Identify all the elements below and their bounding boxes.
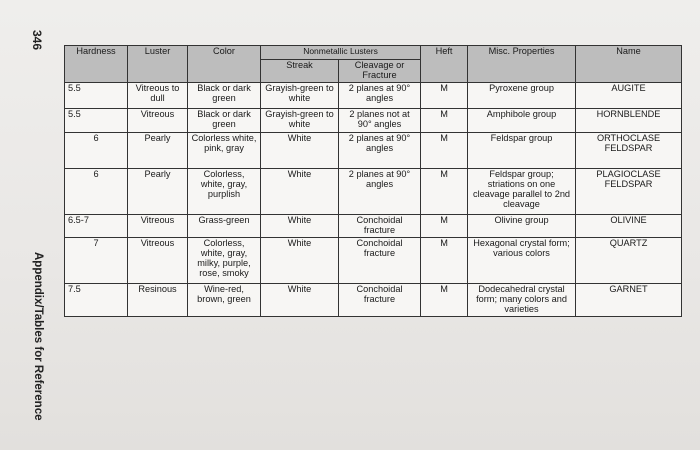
appendix-label: Appendix/Tables for Reference: [32, 252, 44, 421]
cell-name: QUARTZ: [576, 237, 682, 283]
cell-hardness: 7: [65, 237, 128, 283]
cell-heft: M: [421, 283, 468, 316]
cell-misc: Dodecahedral crystal form; many colors and varieties: [468, 283, 576, 316]
cell-hardness: 6: [65, 132, 128, 168]
cell-hardness: 5.5: [65, 108, 128, 132]
cell-name: PLAGIOCLASE FELDSPAR: [576, 168, 682, 214]
nonmetallic-lusters-table: [64, 45, 682, 317]
table-row: [65, 283, 682, 316]
cell-name: HORNBLENDE: [576, 108, 682, 132]
mineral-table-container: [64, 45, 681, 314]
header-luster: Luster: [128, 46, 188, 83]
cell-luster: Pearly: [128, 168, 188, 214]
cell-cleavage: Conchoidal fracture: [339, 237, 421, 283]
cell-cleavage: 2 planes not at 90° angles: [339, 108, 421, 132]
header-heft: Heft: [421, 46, 468, 83]
cell-color: Wine-red, brown, green: [188, 283, 261, 316]
cell-cleavage: Conchoidal fracture: [339, 283, 421, 316]
table-row: [65, 82, 682, 108]
cell-color: Colorless, white, gray, purplish: [188, 168, 261, 214]
cell-color: Black or dark green: [188, 108, 261, 132]
cell-streak: White: [261, 168, 339, 214]
cell-cleavage: 2 planes at 90° angles: [339, 132, 421, 168]
cell-name: AUGITE: [576, 82, 682, 108]
cell-heft: M: [421, 132, 468, 168]
cell-name: OLIVINE: [576, 214, 682, 237]
cell-streak: White: [261, 283, 339, 316]
cell-luster: Resinous: [128, 283, 188, 316]
table-row: [65, 214, 682, 237]
cell-misc: Feldspar group: [468, 132, 576, 168]
cell-hardness: 7.5: [65, 283, 128, 316]
cell-misc: Hexagonal crystal form; various colors: [468, 237, 576, 283]
cell-luster: Vitreous: [128, 237, 188, 283]
header-misc-properties: Misc. Properties: [468, 46, 576, 83]
table-row: [65, 168, 682, 214]
cell-luster: Vitreous: [128, 214, 188, 237]
table-row: [65, 108, 682, 132]
table-row: [65, 237, 682, 283]
header-color: Color: [188, 46, 261, 83]
header-streak: Streak: [261, 60, 339, 83]
cell-luster: Vitreous to dull: [128, 82, 188, 108]
cell-cleavage: 2 planes at 90° angles: [339, 82, 421, 108]
cell-heft: M: [421, 237, 468, 283]
cell-name: GARNET: [576, 283, 682, 316]
cell-hardness: 6.5-7: [65, 214, 128, 237]
header-cleavage: Cleavage or Fracture: [339, 60, 421, 83]
cell-misc: Amphibole group: [468, 108, 576, 132]
cell-cleavage: 2 planes at 90° angles: [339, 168, 421, 214]
cell-misc: Pyroxene group: [468, 82, 576, 108]
header-hardness: Hardness: [65, 46, 128, 83]
cell-streak: Grayish-green to white: [261, 108, 339, 132]
cell-heft: M: [421, 214, 468, 237]
cell-color: Black or dark green: [188, 82, 261, 108]
cell-heft: M: [421, 82, 468, 108]
cell-color: Colorless, white, gray, milky, purple, rose, smoky: [188, 237, 261, 283]
group-header: Nonmetallic Lusters: [261, 46, 421, 60]
page-number: 346: [30, 30, 44, 51]
cell-misc: Olivine group: [468, 214, 576, 237]
cell-misc: Feldspar group; striations on one cleavage parallel to 2nd cleavage: [468, 168, 576, 214]
cell-streak: White: [261, 132, 339, 168]
cell-luster: Pearly: [128, 132, 188, 168]
cell-hardness: 5.5: [65, 82, 128, 108]
cell-streak: White: [261, 214, 339, 237]
cell-cleavage: Conchoidal fracture: [339, 214, 421, 237]
header-name: Name: [576, 46, 682, 83]
cell-color: Grass-green: [188, 214, 261, 237]
cell-heft: M: [421, 168, 468, 214]
cell-name: ORTHOCLASE FELDSPAR: [576, 132, 682, 168]
cell-streak: White: [261, 237, 339, 283]
cell-heft: M: [421, 108, 468, 132]
table-header-row: [65, 46, 682, 60]
cell-hardness: 6: [65, 168, 128, 214]
cell-color: Colorless white, pink, gray: [188, 132, 261, 168]
table-row: [65, 132, 682, 168]
cell-luster: Vitreous: [128, 108, 188, 132]
cell-streak: Grayish-green to white: [261, 82, 339, 108]
